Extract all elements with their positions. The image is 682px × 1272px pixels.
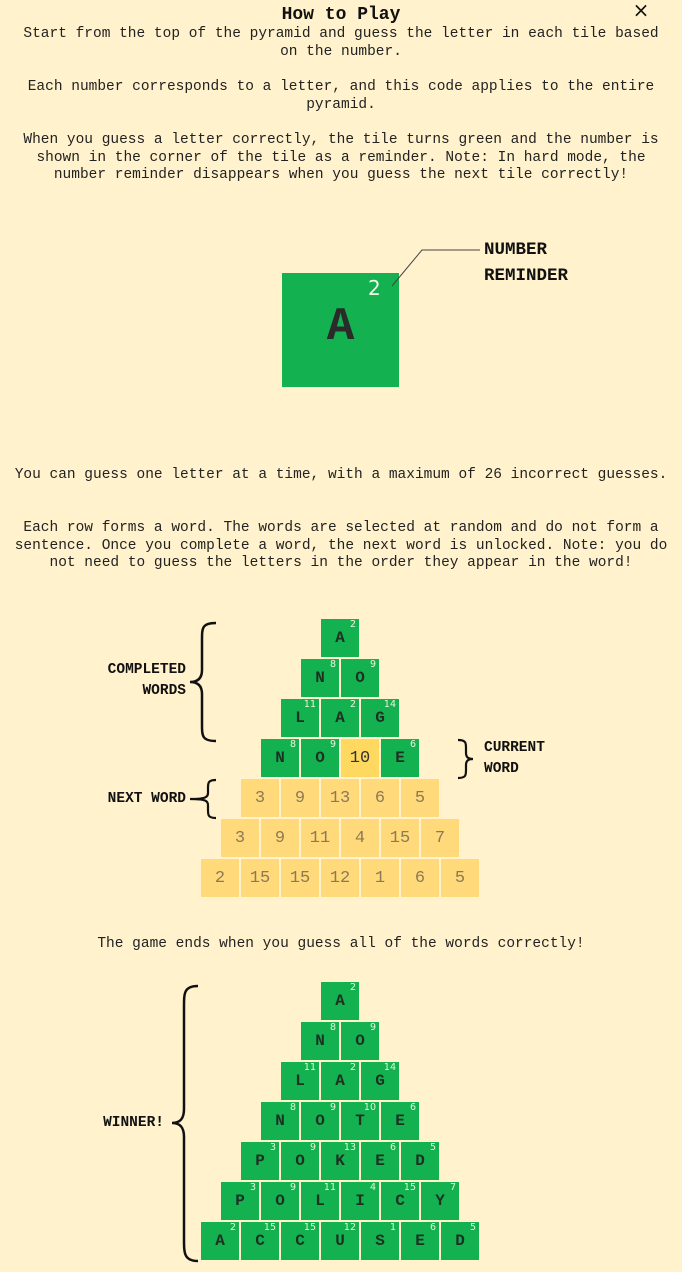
tile-letter: A <box>335 1072 345 1090</box>
number-reminder-pointer <box>380 240 490 290</box>
solved-tile <box>301 1182 339 1220</box>
solved-tile <box>261 1182 299 1220</box>
solved-tile <box>361 699 399 737</box>
solved-tile <box>341 1022 379 1060</box>
tile-number-reminder: 15 <box>263 1222 276 1233</box>
tile-number: 5 <box>414 788 426 808</box>
tile-number-reminder: 6 <box>409 1102 416 1113</box>
tile-letter: O <box>295 1152 305 1170</box>
tile-letter: O <box>355 1032 365 1050</box>
tile-letter: N <box>315 669 325 687</box>
solved-tile <box>401 1142 439 1180</box>
solved-tile <box>281 699 319 737</box>
tile-letter: L <box>315 1192 325 1210</box>
tile-number-reminder: 7 <box>449 1182 456 1193</box>
tile-letter: A <box>335 992 345 1010</box>
tile-number-reminder: 9 <box>369 1022 376 1033</box>
tile-letter: C <box>295 1232 305 1250</box>
tile-number-reminder: 5 <box>429 1142 436 1153</box>
tile-letter: A <box>215 1232 225 1250</box>
number-reminder-line2: REMINDER <box>484 266 569 286</box>
solved-tile <box>301 1022 339 1060</box>
solved-tile <box>321 1062 359 1100</box>
solved-tile <box>401 1222 439 1260</box>
tile-letter: L <box>295 1072 305 1090</box>
tile-number-reminder: 15 <box>303 1222 316 1233</box>
tile-number: 6 <box>374 788 386 808</box>
completed-words-brace <box>186 620 220 744</box>
tile-number: 3 <box>254 788 266 808</box>
solved-tile <box>381 1182 419 1220</box>
next-word-label: NEXT WORD <box>107 791 186 807</box>
example-tile-letter: A <box>326 301 355 353</box>
instructions-paragraph-4: You can guess one letter at a time, with a maximum of 26 incorrect guesses. <box>14 467 668 483</box>
tile-number-reminder: 6 <box>429 1222 436 1233</box>
tile-letter: I <box>355 1192 365 1210</box>
winner-brace <box>168 983 202 1265</box>
solved-tile <box>321 619 359 657</box>
tile-number-reminder: 14 <box>383 1062 396 1073</box>
tile-number-reminder: 10 <box>363 1102 376 1113</box>
locked-tile <box>241 779 279 817</box>
tile-letter: S <box>375 1232 385 1250</box>
locked-tile <box>241 859 279 897</box>
solved-tile <box>341 1102 379 1140</box>
completed-words-line2: WORDS <box>142 683 186 699</box>
locked-tile <box>401 859 439 897</box>
tile-number: 15 <box>389 828 411 848</box>
tile-number-reminder: 5 <box>469 1222 476 1233</box>
solved-tile <box>361 1142 399 1180</box>
instructions-paragraph-6: The game ends when you guess all of the words correctly! <box>97 936 585 952</box>
tile-number: 7 <box>434 828 446 848</box>
tile-letter: T <box>355 1112 365 1130</box>
number-reminder-label <box>484 237 568 289</box>
tile-number: 12 <box>329 868 351 888</box>
solved-tile <box>361 1222 399 1260</box>
tile-number-reminder: 9 <box>309 1142 316 1153</box>
tile-letter: U <box>335 1232 345 1250</box>
tile-letter: L <box>295 709 305 727</box>
current-word-brace <box>454 738 476 780</box>
tile-letter: D <box>455 1232 465 1250</box>
tile-letter: O <box>315 1112 325 1130</box>
tile-letter: Y <box>435 1192 445 1210</box>
tile-number-reminder: 3 <box>269 1142 276 1153</box>
locked-tile <box>361 779 399 817</box>
tile-number: 3 <box>234 828 246 848</box>
tile-number-reminder: 12 <box>343 1222 356 1233</box>
tile-letter: E <box>395 749 405 767</box>
solved-tile <box>381 1102 419 1140</box>
tile-number: 15 <box>249 868 271 888</box>
tile-number: 13 <box>329 788 351 808</box>
tile-number: 9 <box>274 828 286 848</box>
tile-number-reminder: 4 <box>369 1182 376 1193</box>
tile-number: 11 <box>309 828 331 848</box>
locked-tile <box>261 819 299 857</box>
solved-tile <box>201 1222 239 1260</box>
locked-tile <box>321 859 359 897</box>
solved-tile <box>361 1062 399 1100</box>
tile-number-reminder: 6 <box>389 1142 396 1153</box>
locked-tile <box>301 819 339 857</box>
tile-number-reminder: 9 <box>329 1102 336 1113</box>
solved-tile <box>301 739 339 777</box>
tile-number: 10 <box>349 748 371 768</box>
solved-tile <box>341 659 379 697</box>
locked-tile <box>201 859 239 897</box>
tile-number-reminder: 9 <box>369 659 376 670</box>
solved-tile <box>321 982 359 1020</box>
tile-number-reminder: 15 <box>403 1182 416 1193</box>
tile-letter: A <box>335 629 345 647</box>
instructions-paragraph-1: Start from the top of the pyramid and guess the letter in each tile based on the number. <box>23 26 659 60</box>
solved-tile <box>321 1222 359 1260</box>
solved-tile <box>241 1142 279 1180</box>
solved-tile <box>281 1222 319 1260</box>
dialog-title: How to Play <box>281 5 401 25</box>
locked-tile <box>401 779 439 817</box>
solved-tile <box>321 699 359 737</box>
completed-words-label <box>60 660 186 702</box>
tile-number: 15 <box>289 868 311 888</box>
solved-tile <box>441 1222 479 1260</box>
tile-number-reminder: 8 <box>329 1022 336 1033</box>
tile-number-reminder: 11 <box>303 1062 316 1073</box>
instructions-paragraph-5: Each row forms a word. The words are selected at random and do not form a sentence. Once you complete a word, the next word is unlocked. Note: you do not need to guess the letters in the order they appear in the word! <box>14 520 668 572</box>
solved-tile <box>301 1102 339 1140</box>
winner-label: WINNER! <box>103 1115 164 1131</box>
tile-letter: N <box>275 1112 285 1130</box>
tile-number: 2 <box>214 868 226 888</box>
solved-tile <box>261 739 299 777</box>
locked-tile <box>341 819 379 857</box>
next-word-brace <box>186 778 220 820</box>
example-tile-number: 2 <box>368 276 381 300</box>
tile-letter: D <box>415 1152 425 1170</box>
tile-number-reminder: 2 <box>229 1222 236 1233</box>
tile-letter: E <box>415 1232 425 1250</box>
tile-letter: C <box>255 1232 265 1250</box>
example-tile <box>282 273 399 387</box>
tile-number: 6 <box>414 868 426 888</box>
current-tile <box>341 739 379 777</box>
tile-number-reminder: 9 <box>289 1182 296 1193</box>
tile-number-reminder: 14 <box>383 699 396 710</box>
locked-tile <box>281 859 319 897</box>
tile-number: 1 <box>374 868 386 888</box>
tile-letter: O <box>275 1192 285 1210</box>
solved-tile <box>341 1182 379 1220</box>
tile-letter: G <box>375 709 385 727</box>
solved-tile <box>241 1222 279 1260</box>
tile-letter: P <box>235 1192 245 1210</box>
tile-number-reminder: 13 <box>343 1142 356 1153</box>
tile-number-reminder: 2 <box>349 982 356 993</box>
locked-tile <box>281 779 319 817</box>
tile-letter: O <box>355 669 365 687</box>
instructions-paragraph-2: Each number corresponds to a letter, and this code applies to the entire pyramid. <box>27 79 655 113</box>
current-word-label <box>484 738 545 780</box>
solved-tile <box>261 1102 299 1140</box>
tile-letter: N <box>275 749 285 767</box>
tile-number-reminder: 8 <box>289 1102 296 1113</box>
tile-number: 9 <box>294 788 306 808</box>
tile-number-reminder: 9 <box>329 739 336 750</box>
tile-number-reminder: 2 <box>349 619 356 630</box>
tile-number-reminder: 2 <box>349 699 356 710</box>
locked-tile <box>321 779 359 817</box>
solved-tile <box>281 1062 319 1100</box>
tile-number-reminder: 11 <box>303 699 316 710</box>
instructions-paragraph-3: When you guess a letter correctly, the tile turns green and the number is shown in the corner of the tile as a reminder. Note: In hard mode, the number reminder disappears when you guess the next tile correctly! <box>23 132 659 184</box>
locked-tile <box>361 859 399 897</box>
tile-letter: G <box>375 1072 385 1090</box>
tile-letter: P <box>255 1152 265 1170</box>
tile-number-reminder: 2 <box>349 1062 356 1073</box>
tile-letter: C <box>395 1192 405 1210</box>
tile-number-reminder: 11 <box>323 1182 336 1193</box>
solved-tile <box>381 739 419 777</box>
tile-number-reminder: 6 <box>409 739 416 750</box>
locked-tile <box>421 819 459 857</box>
tile-number-reminder: 1 <box>389 1222 396 1233</box>
tile-letter: A <box>335 709 345 727</box>
locked-tile <box>441 859 479 897</box>
tile-letter: E <box>395 1112 405 1130</box>
current-word-line2: WORD <box>484 761 519 777</box>
tile-number-reminder: 3 <box>249 1182 256 1193</box>
solved-tile <box>221 1182 259 1220</box>
locked-tile <box>381 819 419 857</box>
completed-words-line1: COMPLETED <box>107 662 186 678</box>
tile-letter: N <box>315 1032 325 1050</box>
close-icon[interactable]: × <box>632 0 650 22</box>
solved-tile <box>421 1182 459 1220</box>
current-word-line1: CURRENT <box>484 740 545 756</box>
tile-number-reminder: 8 <box>289 739 296 750</box>
tile-letter: O <box>315 749 325 767</box>
number-reminder-line1: NUMBER <box>484 240 548 260</box>
tile-letter: E <box>375 1152 385 1170</box>
solved-tile <box>321 1142 359 1180</box>
tile-letter: K <box>335 1152 345 1170</box>
solved-tile <box>301 659 339 697</box>
tile-number: 5 <box>454 868 466 888</box>
solved-tile <box>281 1142 319 1180</box>
locked-tile <box>221 819 259 857</box>
tile-number: 4 <box>354 828 366 848</box>
tile-number-reminder: 8 <box>329 659 336 670</box>
